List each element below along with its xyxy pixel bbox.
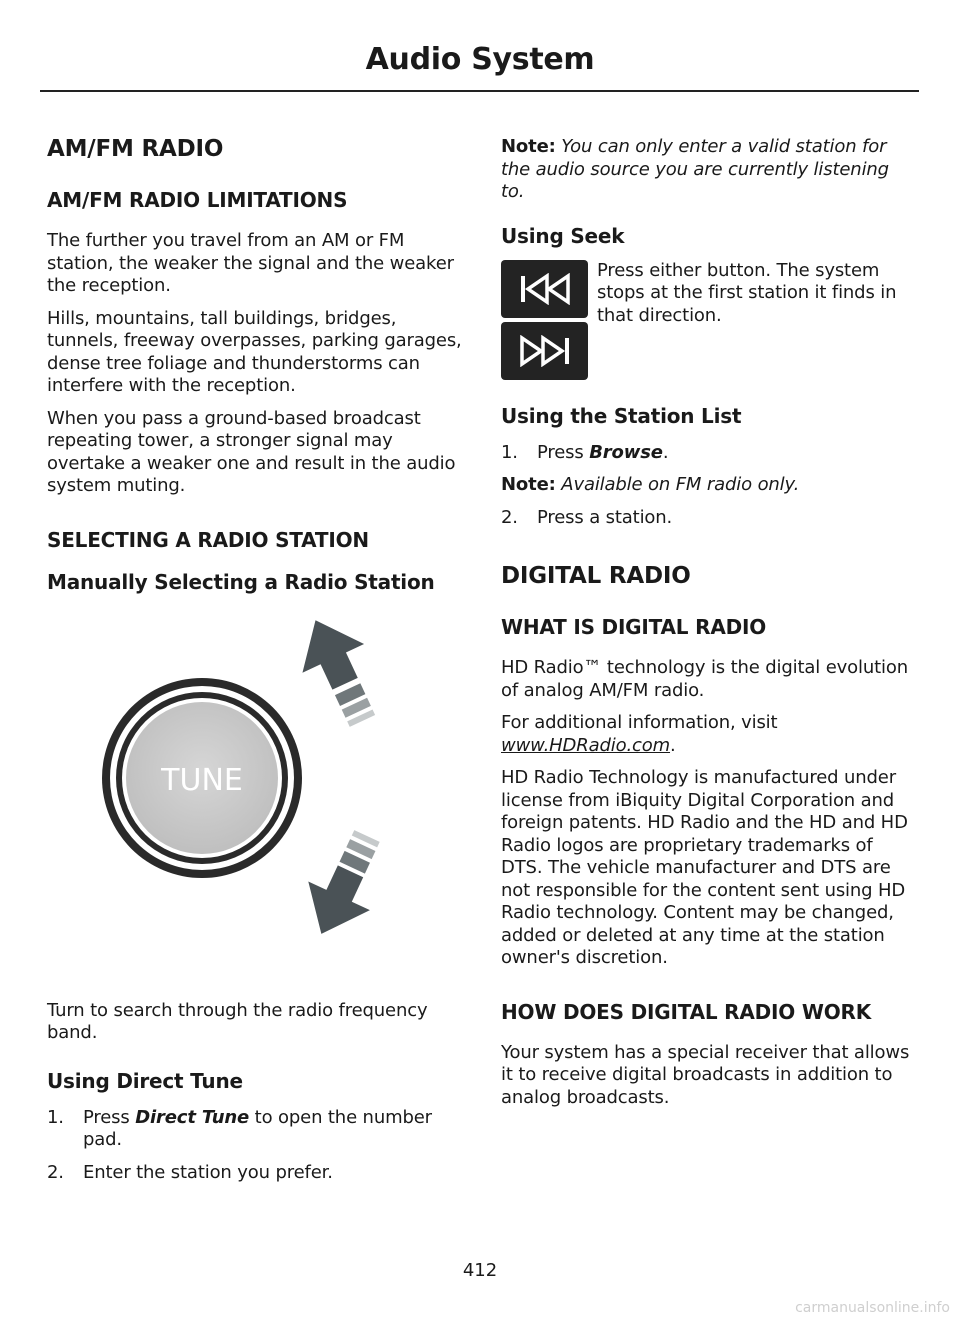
station-list-steps — [501, 442, 916, 465]
heading-manual-select: Manually Selecting a Radio Station — [47, 569, 435, 594]
note-fm-only: Note: Available on FM radio only. — [501, 474, 800, 495]
heading-selecting-station: SELECTING A RADIO STATION — [47, 527, 369, 552]
direct-tune-term: Direct Tune — [135, 1106, 250, 1128]
note-valid-station: Note: You can only enter a valid station for the audio source you are currently listening to. — [501, 136, 889, 202]
seek-buttons — [501, 260, 597, 384]
seek-previous-button[interactable] — [501, 260, 588, 318]
browse-term: Browse — [589, 441, 663, 463]
list-item: 2. Press a station. — [501, 506, 673, 528]
paragraph-hd-radio-license: HD Radio Technology is manufactured under license from iBiquity Digital Corporation and foreign patents. HD Radio and the HD and HD Radio logos are proprietary trademarks of DTS. The vehicle manufacturer and DTS are not responsible for the content sent using HD Radio technology. Content may be changed, added or deleted at any time at the station owner's discretion. — [501, 767, 908, 968]
heading-station-list: Using the Station List — [501, 403, 742, 428]
heading-am-fm-radio: AM/FM RADIO — [47, 136, 224, 162]
right-column — [501, 136, 916, 1119]
heading-what-is-digital-radio: WHAT IS DIGITAL RADIO — [501, 615, 767, 639]
seek-next-icon — [517, 335, 573, 367]
paragraph-turn-to-search: Turn to search through the radio frequency band. — [47, 999, 428, 1043]
paragraph-signal-distance: The further you travel from an AM or FM station, the weaker the signal and the weaker the reception. — [47, 230, 454, 296]
heading-how-digital-radio-works: HOW DOES DIGITAL RADIO WORK — [501, 999, 872, 1024]
tune-knob-label: TUNE — [161, 762, 243, 798]
paragraph-repeating-tower: When you pass a ground-based broadcast repeating tower, a stronger signal may overtake a weaker one and result in the audio system muting. — [47, 407, 456, 496]
left-column — [47, 136, 462, 1194]
station-list-steps-cont — [501, 507, 916, 530]
seek-section — [501, 260, 916, 384]
paragraph-digital-receiver: Your system has a special receiver that allows it to receive digital broadcasts in addition to analog broadcasts. — [501, 1041, 910, 1108]
heading-digital-radio: DIGITAL RADIO — [501, 563, 691, 589]
list-item: 1. Press Direct Tune to open the number pad. — [47, 1106, 432, 1150]
tune-knob — [47, 610, 462, 990]
seek-description: Press either button. The system stops at the first station it finds in that direction. — [597, 259, 897, 326]
page-header-title: Audio System — [365, 42, 595, 77]
hdradio-link[interactable]: www.HDRadio.com — [501, 734, 671, 756]
heading-am-fm-limitations: AM/FM RADIO LIMITATIONS — [47, 188, 348, 212]
watermark: carmanualsonline.info — [795, 1300, 950, 1316]
seek-next-button[interactable] — [501, 322, 588, 380]
list-item: 1. Press Browse. — [501, 441, 669, 463]
tune-knob-figure — [47, 610, 462, 990]
list-item: 2. Enter the station you prefer. — [47, 1161, 333, 1183]
paragraph-interference: Hills, mountains, tall buildings, bridges, tunnels, freeway overpasses, parking garages, dense tree foliage and thunderstorms can interfere with the reception. — [47, 307, 462, 396]
direct-tune-steps — [47, 1107, 462, 1185]
seek-previous-icon — [517, 273, 573, 305]
heading-using-seek: Using Seek — [501, 223, 625, 248]
heading-direct-tune: Using Direct Tune — [47, 1068, 243, 1093]
paragraph-hd-radio-visit: For additional information, visit www.HDRadio.com. — [501, 712, 778, 756]
page-number: 412 — [462, 1260, 498, 1281]
paragraph-hd-radio-intro: HD Radio™ technology is the digital evolution of analog AM/FM radio. — [501, 657, 908, 701]
header-divider — [40, 90, 919, 92]
